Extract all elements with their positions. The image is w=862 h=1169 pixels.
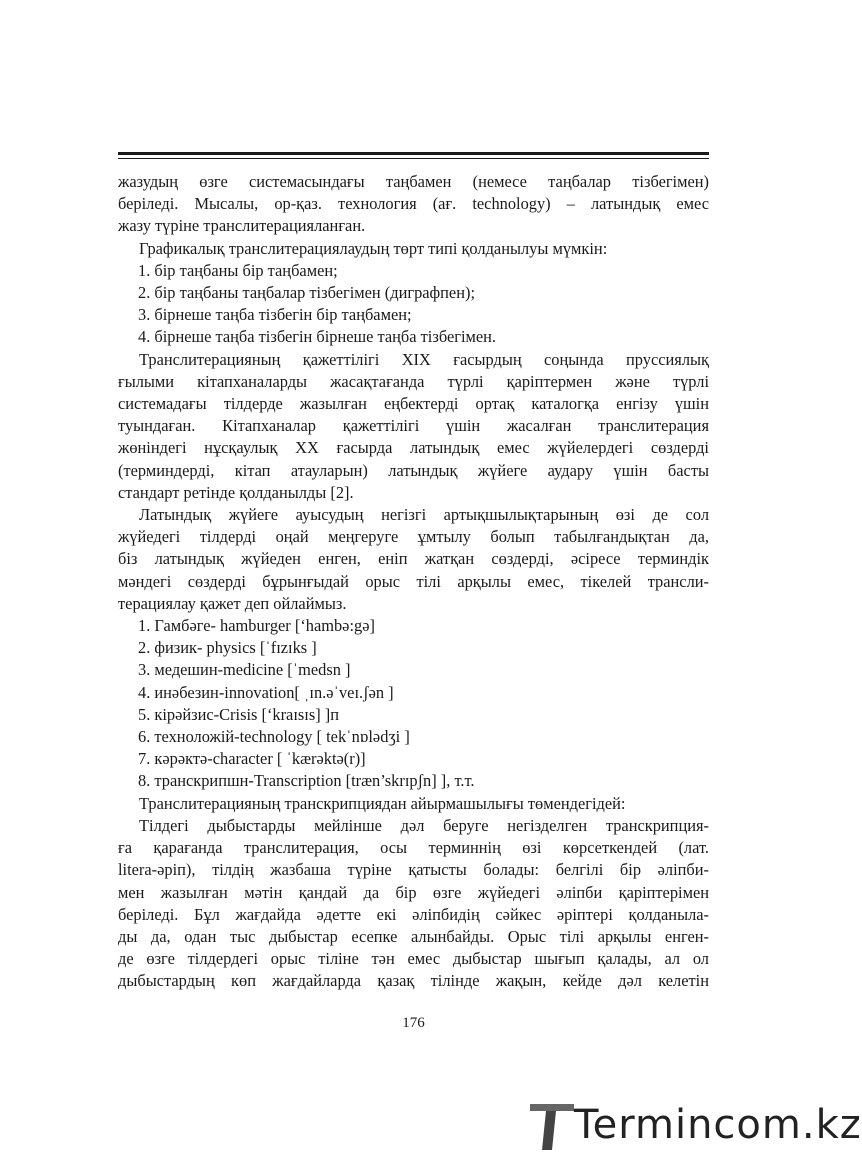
- list-item: 5. кірәйзис-Crisis [‘kraɪsɪs] ]п: [138, 704, 339, 724]
- text-line: жөніндегі нұсқаулық XX ғасырда латындық емес жүйелердегі сөздерді: [118, 438, 709, 458]
- page-number: 176: [402, 1015, 425, 1031]
- text-line: Графикалық транслитерациялаудың төрт типі қолданылуы мүмкін:: [139, 238, 608, 258]
- list-item: 3. бірнеше таңба тізбегін бір таңбамен;: [138, 305, 412, 325]
- text-line: ға қарағанда транслитерация, осы терминнің өзі көрсеткендей (лат.: [118, 838, 709, 858]
- list-item: 4. инәбезин-innovation[ ˌɪn.əˈveɪ.ʃən ]: [138, 682, 394, 702]
- text-line: Латындық жүйеге ауысудың негізгі артықшылықтарының өзі де сол: [139, 505, 709, 525]
- list-item: 3. медешин-medicine [ˈmedsn ]: [138, 660, 351, 680]
- text-line: мәндегі сөздерді бұрынғыдай орыс тілі арқылы емес, тікелей трансли-: [118, 571, 709, 591]
- text-line: де өзге тілдердегі орыс тіліне тән емес дыбыстар шығып қалады, ал ол: [118, 949, 709, 969]
- text-line: Транслитерацияның қажеттілігі XIX ғасырдың соңында пруссиялық: [139, 349, 709, 369]
- list-item: 2. физик- physics [ˈfɪzɪks ]: [138, 638, 317, 658]
- termincom-logo[interactable]: [528, 1098, 862, 1156]
- text-line: беріледі. Мысалы, ор-қаз. технология (ағ. technology) – латындық емес: [118, 194, 709, 214]
- list-item: 6. техноложій-technology [ tekˈnɒlədʒi ]: [138, 727, 410, 747]
- list-item: 1. Гамбәге- hamburger [‘hambə:gə]: [138, 616, 375, 636]
- text-line: (терминдерді, кітап атауларын) латындық жүйеге аудару үшін басты: [118, 460, 709, 480]
- text-line: жазудың өзге системасындағы таңбамен (немесе таңбалар тізбегімен): [118, 172, 709, 191]
- body-text: [118, 171, 709, 993]
- header-rule-thin: [118, 158, 709, 159]
- text-line: жүйедегі тілдерді оңай меңгеруге ұмтылу болып табылғандықтан да,: [118, 527, 709, 547]
- text-line: біз латындық жүйеден енген, еніп жатқан сөздерді, әсіресе терминдік: [118, 549, 709, 569]
- text-line: мен жазылған мәтін қандай да бір өзге жүйедегі әліпби қаріптерімен: [118, 882, 709, 902]
- text-line: Тілдегі дыбыстарды мейлінше дәл беруге негізделген транскрипция-: [139, 815, 709, 835]
- text-line: жазу түріне транслитерацияланған.: [118, 216, 366, 236]
- text-line: litera-әріп), тілдің жазбаша түріне қатысты болады: белгілі бір әліпби-: [118, 860, 709, 880]
- text-line: дыбыстардың көп жағдайларда қазақ тілінде жақын, кейде дәл келетін: [118, 971, 709, 991]
- list-item: 2. бір таңбаны таңбалар тізбегімен (диграфпен);: [138, 283, 475, 303]
- text-line: беріледі. Бұл жағдайда әдетте екі әліпбидің сәйкес әріптері қолданыла-: [118, 904, 709, 924]
- list-item: 7. кәрәктә-character [ ˈkærəktə(r)]: [138, 749, 366, 769]
- logo-text: Termincom.kz: [574, 1102, 862, 1148]
- text-line: ғылыми кітапханаларды жасақтағанда түрлі қаріптермен және түрлі: [118, 371, 709, 391]
- text-line: стандарт ретінде қолданылды [2].: [118, 482, 354, 502]
- list-item: 8. транскрипшн-Transcription [træn’skrɪpʃn] ], т.т.: [138, 771, 475, 791]
- text-line: системадағы тілдерде жазылған еңбектерді ортақ каталогқа енгізу үшін: [118, 394, 709, 414]
- header-rule-thick: [118, 152, 709, 155]
- text-line: туындаған. Кітапханалар қажеттілігі үшін жасалған транслитерация: [118, 416, 709, 436]
- text-line: ды да, одан тыс дыбыстар есепке алынбайды. Орыс тілі арқылы енген-: [118, 926, 709, 946]
- text-line: Транслитерацияның транскрипциядан айырмашылығы төмендегідей:: [139, 793, 626, 813]
- list-item: 1. бір таңбаны бір таңбамен;: [138, 260, 338, 280]
- list-item: 4. бірнеше таңба тізбегін бірнеше таңба тізбегімен.: [138, 327, 497, 347]
- text-line: терациялау қажет деп ойлаймыз.: [118, 593, 347, 613]
